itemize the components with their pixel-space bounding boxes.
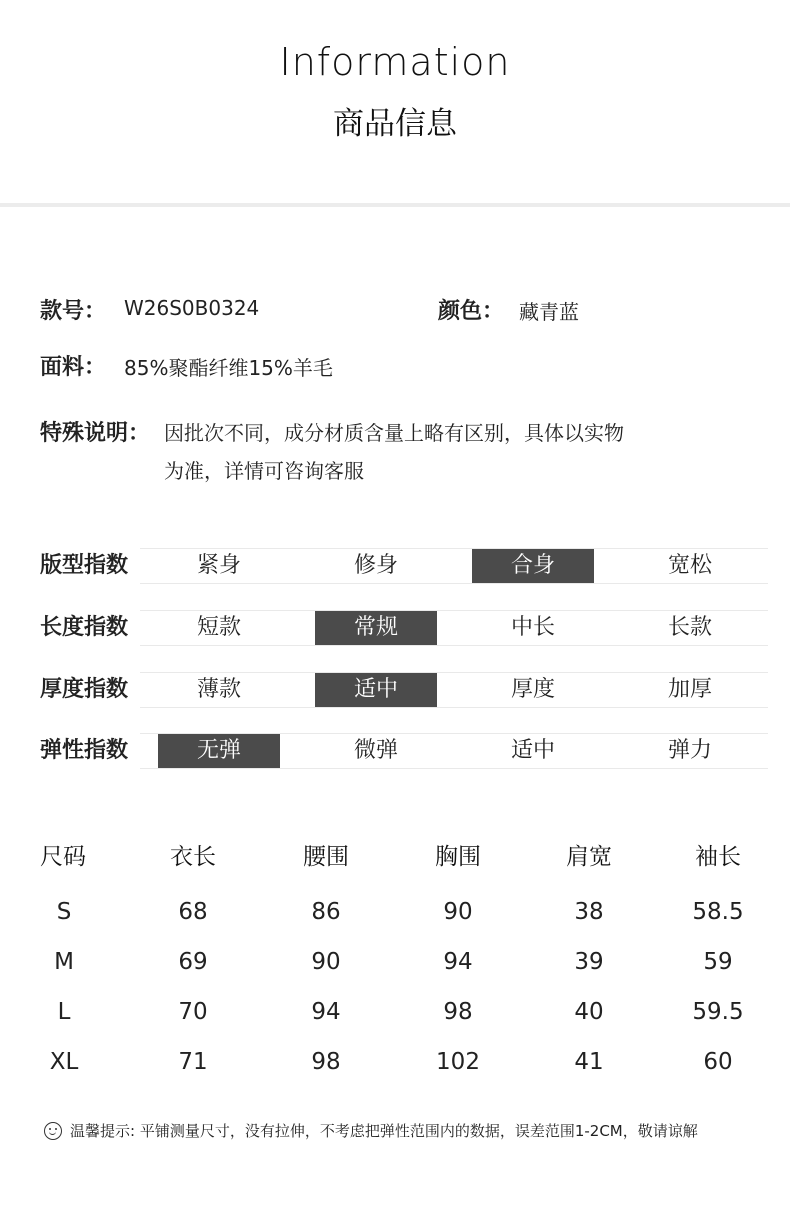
scale-label: 版型指数	[40, 553, 129, 578]
scale-option: 厚度	[510, 677, 555, 702]
table-cell: 59	[703, 949, 733, 975]
scale-label: 厚度指数	[40, 677, 129, 702]
size-label-cell: M	[54, 949, 74, 975]
table-cell: 69	[178, 949, 208, 975]
scale-option: 微弹	[353, 738, 398, 763]
table-cell: 58.5	[692, 899, 744, 925]
table-cell: 90	[443, 899, 473, 925]
style-no-label: 款号：	[40, 299, 107, 324]
fabric-value: 85%聚酯纤维15%羊毛	[124, 356, 333, 380]
header-divider	[0, 203, 790, 207]
table-header-cell: 袖长	[695, 844, 741, 870]
table-cell: 94	[311, 999, 341, 1025]
table-cell: 60	[703, 1049, 733, 1075]
table-cell: 68	[178, 899, 208, 925]
scale-option: 宽松	[667, 553, 712, 578]
smile-icon	[44, 1122, 62, 1140]
scale-row-rule	[140, 707, 768, 708]
style-no-value: W26S0B0324	[124, 296, 260, 320]
scale-row-rule	[140, 768, 768, 769]
scale-label: 弹性指数	[40, 738, 129, 763]
scale-option-selected: 常规	[315, 611, 437, 645]
table-header-cell: 尺码	[40, 844, 86, 870]
scale-row	[0, 672, 790, 708]
table-cell: 86	[311, 899, 341, 925]
footer-note-text: 温馨提示: 平铺测量尺寸，没有拉伸，不考虑把弹性范围内的数据，误差范围1-2CM，敬请谅解	[70, 1122, 698, 1140]
table-cell: 71	[178, 1049, 208, 1075]
scale-option: 加厚	[667, 677, 712, 702]
footer-note	[44, 1120, 698, 1141]
table-cell: 70	[178, 999, 208, 1025]
table-cell: 98	[443, 999, 473, 1025]
scale-option: 长款	[667, 615, 712, 640]
table-header-cell: 肩宽	[566, 844, 612, 870]
scale-option: 薄款	[196, 677, 241, 702]
size-label-cell: XL	[49, 1049, 79, 1075]
scale-row-rule	[140, 583, 768, 584]
scale-option: 弹力	[667, 738, 712, 763]
scale-option-selected: 合身	[472, 549, 594, 583]
scale-option: 短款	[196, 615, 241, 640]
table-cell: 94	[443, 949, 473, 975]
color-value: 藏青蓝	[519, 300, 579, 324]
scale-option: 适中	[510, 738, 555, 763]
scale-option: 紧身	[196, 553, 241, 578]
fabric-label: 面料：	[40, 355, 107, 380]
table-header-cell: 胸围	[435, 844, 481, 870]
table-header-cell: 腰围	[303, 844, 349, 870]
scale-row	[0, 548, 790, 584]
scale-row	[0, 610, 790, 646]
scale-option-selected: 适中	[315, 673, 437, 707]
table-cell: 102	[436, 1049, 480, 1075]
scale-option: 中长	[510, 615, 555, 640]
table-cell: 41	[574, 1049, 604, 1075]
table-cell: 38	[574, 899, 604, 925]
scale-option-selected: 无弹	[158, 734, 280, 768]
title-chinese: 商品信息	[333, 106, 457, 142]
scale-label: 长度指数	[40, 615, 129, 640]
size-label-cell: S	[56, 899, 72, 925]
scale-row-rule	[140, 645, 768, 646]
table-cell: 40	[574, 999, 604, 1025]
title-english: Information	[279, 40, 511, 84]
table-cell: 59.5	[692, 999, 744, 1025]
special-note-label: 特殊说明：	[40, 421, 151, 446]
table-cell: 98	[311, 1049, 341, 1075]
special-note-line-1: 因批次不同，成分材质含量上略有区别，具体以实物	[164, 421, 624, 445]
table-header-cell: 衣长	[170, 844, 216, 870]
scale-row	[0, 733, 790, 769]
color-label: 颜色：	[438, 299, 505, 324]
table-cell: 90	[311, 949, 341, 975]
special-note-line-2: 为准，详情可咨询客服	[164, 459, 364, 483]
size-label-cell: L	[57, 999, 71, 1025]
scale-option: 修身	[353, 553, 398, 578]
table-cell: 39	[574, 949, 604, 975]
